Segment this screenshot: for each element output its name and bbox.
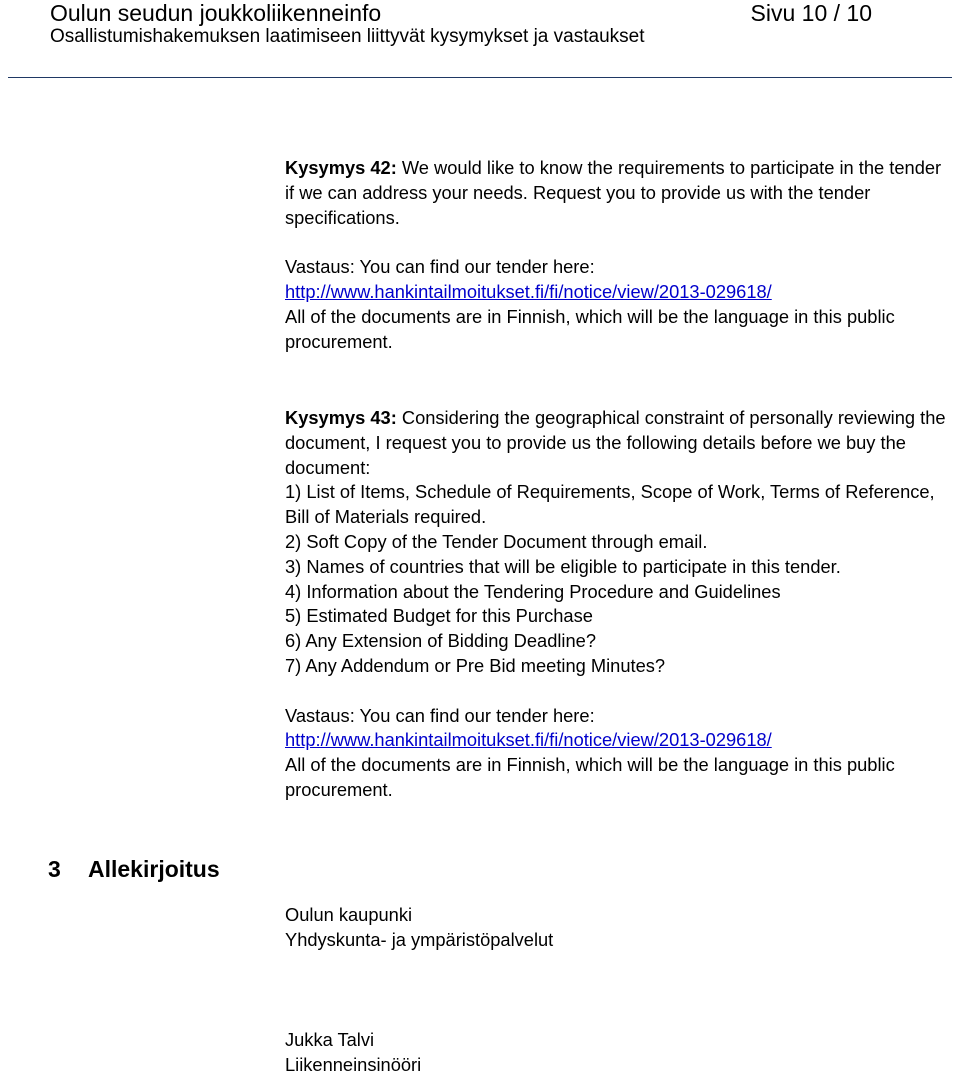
- question-42-body: We would like to know the requirements to participate in the tender if we can address your needs. Request you to provide us with the tender specifications.: [285, 157, 942, 228]
- signer-role: Liikenneinsinööri: [285, 1053, 422, 1075]
- question-43: [285, 406, 955, 803]
- list-item: 2) Soft Copy of the Tender Document through email.: [285, 530, 708, 552]
- section-number: 3: [48, 856, 61, 882]
- organization-name: Oulun kaupunki: [285, 904, 413, 925]
- answer-43-note: All of the documents are in Finnish, which will be the language in this public procurement.: [285, 754, 895, 800]
- organization-unit: Yhdyskunta- ja ympäristöpalvelut: [285, 928, 554, 950]
- signature-person: [285, 1028, 421, 1078]
- document-subtitle: Osallistumishakemuksen laatimiseen liittyvät kysymykset ja vastaukset: [50, 26, 645, 47]
- list-item: 6) Any Extension of Bidding Deadline?: [285, 630, 596, 652]
- section-title: Allekirjoitus: [88, 856, 220, 882]
- answer-43-intro: Vastaus: You can find our tender here:: [285, 704, 595, 726]
- question-43-text: [285, 406, 955, 480]
- section-heading: [48, 855, 220, 883]
- question-42-label: Kysymys 42:: [285, 157, 397, 178]
- question-42-text: [285, 156, 955, 230]
- question-43-label: Kysymys 43:: [285, 407, 397, 428]
- answer-42-link[interactable]: http://www.hankintailmoitukset.fi/fi/notice/view/2013-029618/: [285, 280, 772, 302]
- list-item: 7) Any Addendum or Pre Bid meeting Minutes?: [285, 654, 666, 676]
- list-item: 4) Information about the Tendering Procedure and Guidelines: [285, 580, 781, 602]
- list-item: 1) List of Items, Schedule of Requirements, Scope of Work, Terms of Reference, Bill of Materials required.: [285, 481, 935, 528]
- list-item: 5) Estimated Budget for this Purchase: [285, 605, 593, 627]
- question-43-body: Considering the geographical constraint of personally reviewing the document, I request you to provide us the following details before we buy the document:: [285, 407, 946, 478]
- answer-42-intro: Vastaus: You can find our tender here:: [285, 256, 595, 278]
- signer-name: Jukka Talvi: [285, 1029, 375, 1050]
- answer-43-link[interactable]: http://www.hankintailmoitukset.fi/fi/notice/view/2013-029618/: [285, 729, 772, 751]
- page-header: [50, 0, 872, 48]
- page-number: Sivu 10 / 10: [750, 0, 872, 26]
- signature-organization: [285, 903, 553, 953]
- header-divider: [8, 77, 952, 78]
- answer-42-note: All of the documents are in Finnish, which will be the language in this public procurement.: [285, 305, 895, 352]
- document-title: Oulun seudun joukkoliikenneinfo: [50, 0, 382, 26]
- list-item: 3) Names of countries that will be eligible to participate in this tender.: [285, 555, 841, 577]
- question-42: [285, 156, 955, 354]
